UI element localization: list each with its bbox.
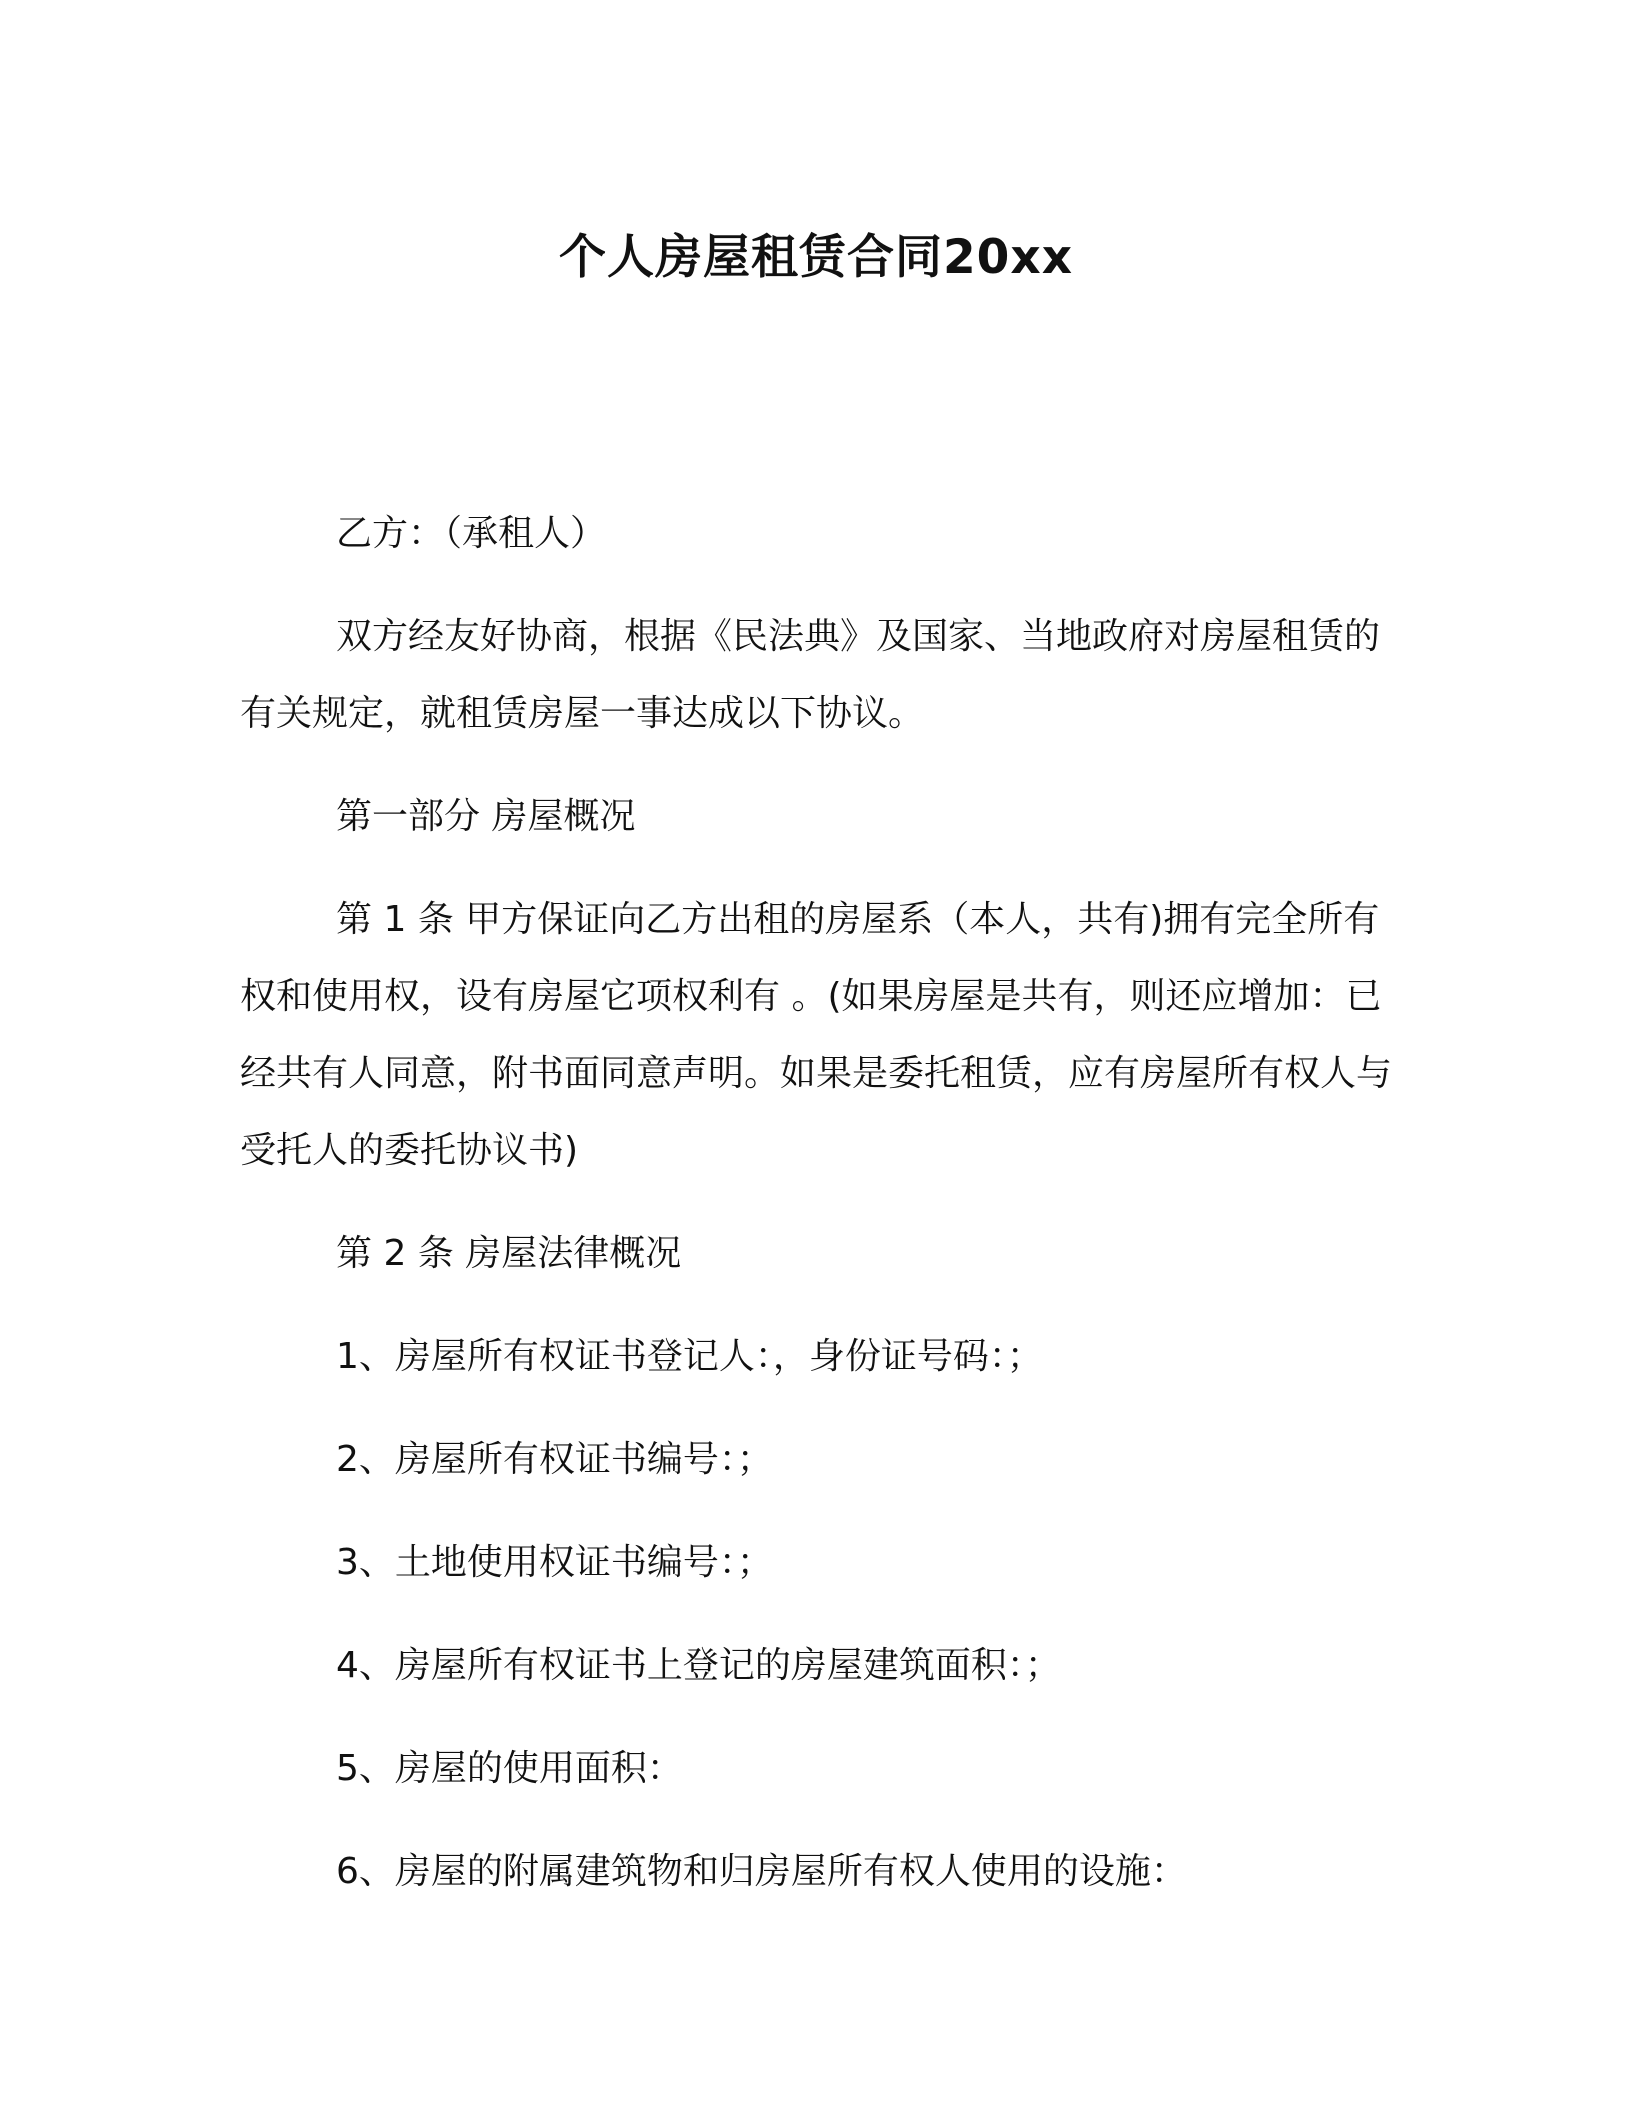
paragraph-part-one-heading: 第一部分 房屋概况 [336, 796, 636, 837]
document-title: 个人房屋租赁合同20xx [558, 230, 1074, 285]
paragraph-article-2-heading: 第 2 条 房屋法律概况 [336, 1233, 682, 1274]
paragraph-item-5: 5、房屋的使用面积： [336, 1748, 683, 1789]
paragraph-lessee: 乙方：（承租人） [336, 513, 607, 554]
paragraph-item-6: 6、房屋的附属建筑物和归房屋所有权人使用的设施： [336, 1851, 1187, 1892]
paragraph-article-1: 第 1 条 甲方保证向乙方出租的房屋系（本人，共有)拥有完全所有权和使用权，设有房屋它项权利有 。(如果房屋是共有，则还应增加：已经共有人同意，附书面同意声明。如果是委托租赁，应有房屋所有权人与受托人的委托协议书) [240, 899, 1393, 1171]
paragraph-item-1: 1、房屋所有权证书登记人：，身份证号码：； [336, 1336, 1043, 1377]
paragraph-item-4: 4、房屋所有权证书上登记的房屋建筑面积：； [336, 1645, 1061, 1686]
document-body [240, 495, 1392, 1910]
paragraph-item-3: 3、土地使用权证书编号：； [336, 1542, 773, 1583]
paragraph-agreement-intro: 双方经友好协商，根据《民法典》及国家、当地政府对房屋租赁的有关规定，就租赁房屋一事达成以下协议。 [240, 616, 1381, 734]
paragraph-item-2: 2、房屋所有权证书编号：； [336, 1439, 773, 1480]
